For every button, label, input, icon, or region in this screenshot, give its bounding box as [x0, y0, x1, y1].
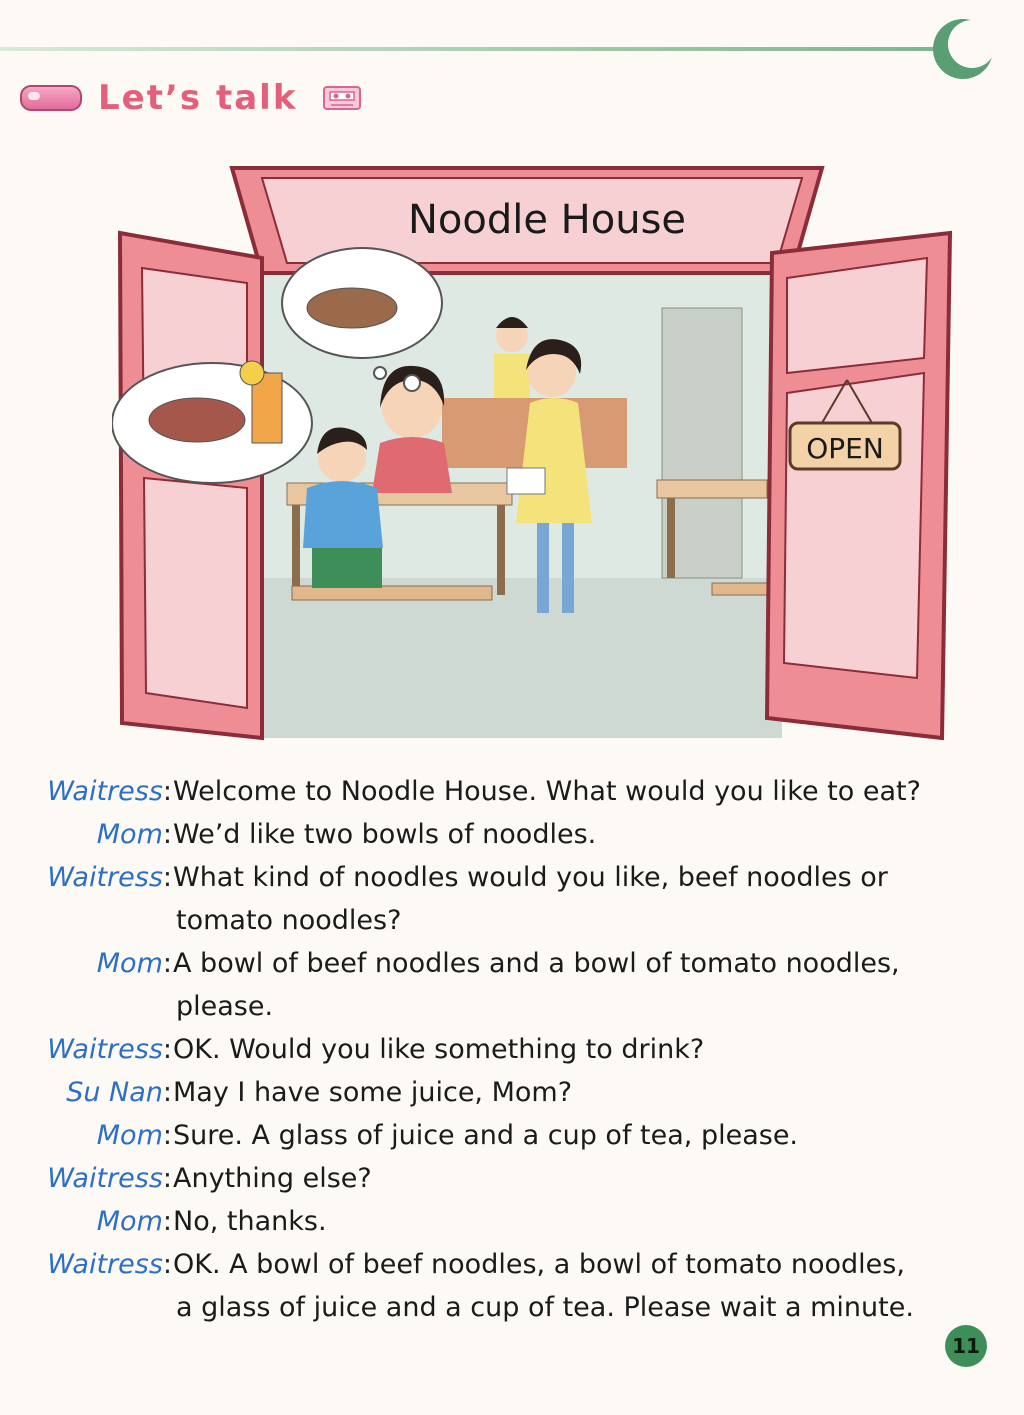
speech-text: Welcome to Noodle House. What would you like to eat?: [173, 776, 921, 807]
top-divider-line: [0, 47, 960, 51]
speaker-colon: :: [162, 1120, 172, 1151]
speaker-label: Waitress: [47, 862, 163, 893]
speech-text: please.: [176, 991, 274, 1022]
dialogue: [18, 770, 1018, 1329]
speech-text: May I have some juice, Mom?: [173, 1077, 573, 1108]
boy-pants: [312, 548, 382, 588]
boy-shirt: [303, 481, 383, 548]
speaker-name: [47, 1028, 172, 1071]
speech-text: No, thanks.: [173, 1206, 327, 1237]
dialogue-line: [18, 985, 1018, 1028]
speaker-colon: :: [162, 948, 172, 979]
speaker-colon: :: [162, 1034, 172, 1065]
page-number: 11: [945, 1325, 987, 1367]
speaker-name: [47, 1157, 172, 1200]
speech-text: Sure. A glass of juice and a cup of tea, please.: [173, 1120, 799, 1151]
speaker-label: Mom: [96, 819, 163, 850]
cassette-tape-icon[interactable]: [323, 86, 361, 110]
menu: [507, 468, 545, 494]
section-title: Let’s talk: [98, 78, 298, 118]
noodle-house-illustration: [112, 158, 960, 750]
dialogue-line: [18, 770, 1018, 813]
speech-text: What kind of noodles would you like, beef noodles or: [173, 862, 888, 893]
mom-shirt: [372, 437, 452, 493]
speaker-name: [97, 1200, 172, 1243]
noodle-bowl-icon: [307, 288, 397, 328]
speaker-name: [97, 1114, 172, 1157]
dialogue-line: [18, 1286, 1018, 1329]
speaker-label: Waitress: [47, 776, 163, 807]
sign-text: Noodle House: [407, 197, 687, 243]
speech-text: tomato noodles?: [176, 905, 402, 936]
speech-text: A bowl of beef noodles and a bowl of tomato noodles,: [173, 948, 900, 979]
open-sign-text: OPEN: [806, 432, 884, 465]
speech-text: a glass of juice and a cup of tea. Please wait a minute.: [176, 1292, 914, 1323]
speaker-name: [97, 942, 172, 985]
speech-text: We’d like two bowls of noodles.: [173, 819, 597, 850]
dialogue-line: [18, 856, 1018, 899]
speaker-label: Waitress: [47, 1034, 163, 1065]
speaker-colon: :: [162, 1206, 172, 1237]
dialogue-line: [18, 813, 1018, 856]
speaker-name: [47, 770, 172, 813]
right-table: [657, 480, 767, 498]
speech-text: OK. A bowl of beef noodles, a bowl of tomato noodles,: [173, 1249, 905, 1280]
pill-icon: [20, 85, 82, 111]
speaker-colon: :: [162, 1163, 172, 1194]
dialogue-line: [18, 1114, 1018, 1157]
dialogue-line: [18, 1028, 1018, 1071]
dialogue-line: [18, 899, 1018, 942]
speaker-label: Mom: [96, 1206, 163, 1237]
crescent-moon-icon: [928, 14, 998, 84]
beef-noodle-bowl-icon: [149, 398, 245, 442]
bench: [292, 586, 492, 600]
speaker-colon: :: [162, 862, 172, 893]
speaker-label: Mom: [96, 948, 163, 979]
dialogue-line: [18, 942, 1018, 985]
floor: [262, 578, 782, 738]
speaker-colon: :: [162, 1077, 172, 1108]
cook-apron: [494, 354, 530, 398]
speaker-label: Mom: [96, 1120, 163, 1151]
speaker-colon: :: [162, 1249, 172, 1280]
speaker-name: [66, 1071, 172, 1114]
dialogue-line: [18, 1157, 1018, 1200]
speaker-name: [97, 813, 172, 856]
dialogue-line: [18, 1243, 1018, 1286]
speaker-name: [47, 856, 172, 899]
dialogue-line: [18, 1200, 1018, 1243]
speaker-colon: :: [162, 776, 172, 807]
speaker-name: [47, 1243, 172, 1286]
speaker-label: Su Nan: [66, 1077, 163, 1108]
speaker-label: Waitress: [47, 1249, 163, 1280]
speaker-label: Waitress: [47, 1163, 163, 1194]
speech-text: Anything else?: [173, 1163, 372, 1194]
speaker-colon: :: [162, 819, 172, 850]
dialogue-line: [18, 1071, 1018, 1114]
section-header: [20, 78, 361, 118]
speech-text: OK. Would you like something to drink?: [173, 1034, 705, 1065]
